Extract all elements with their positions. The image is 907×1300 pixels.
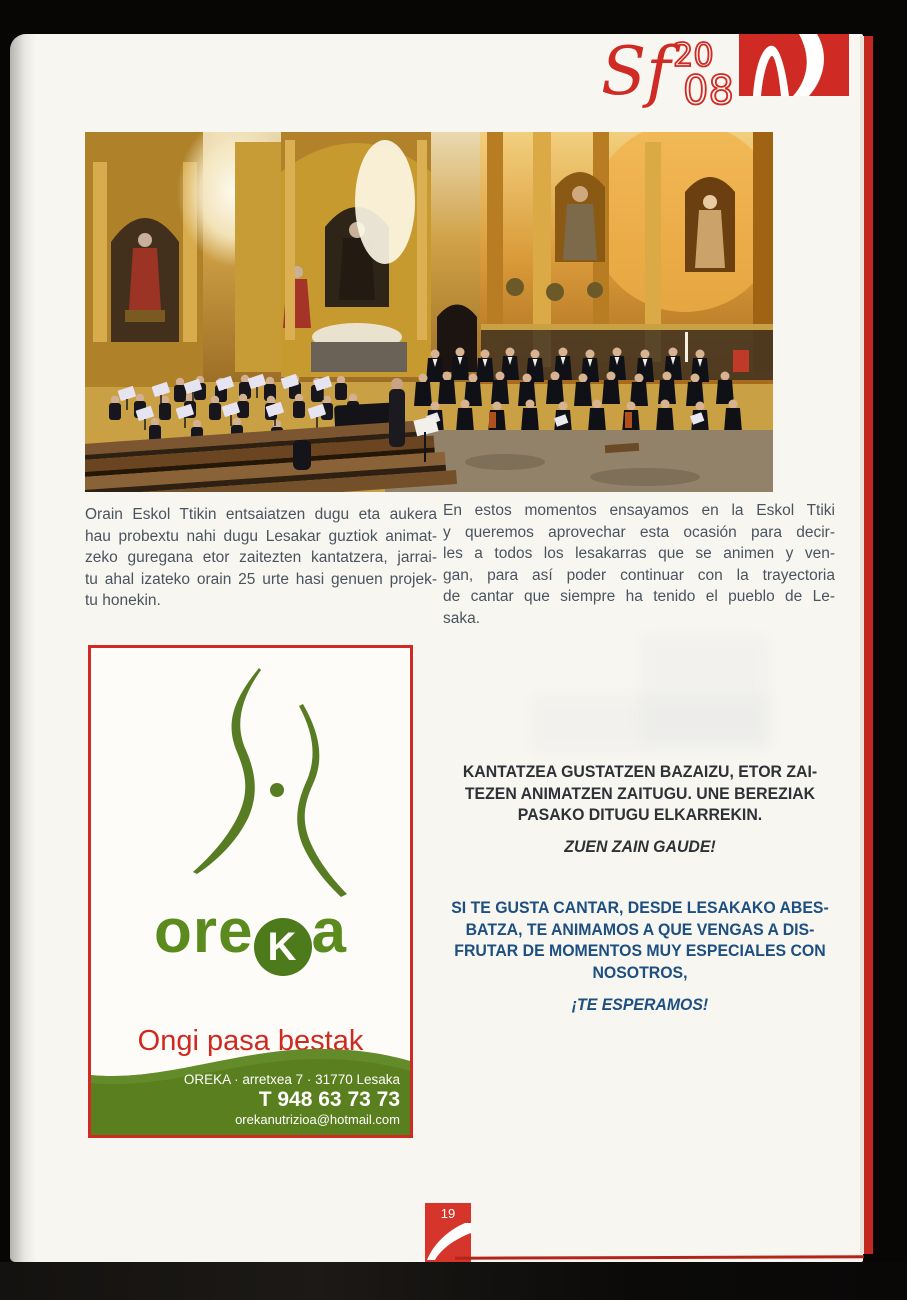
text-line: KANTATZEA GUSTATZEN BAZAIZU, ETOR ZAI-: [462, 763, 818, 781]
text-line: gan, para así poder continuar con la trayectoria: [443, 566, 835, 584]
text-line: zeko guregana etor zaitezten kantatzera, jarrai-: [85, 549, 437, 567]
page-number: 19: [440, 1206, 456, 1221]
svg-text:20: 20: [673, 36, 714, 74]
fiesta-logo-graphic: [603, 28, 851, 114]
oreka-address: OREKA · arretxea 7 · 31770 Lesaka: [183, 1072, 400, 1087]
brand-text: ore: [154, 897, 254, 966]
print-bleed-artifact: [530, 694, 770, 754]
logo-mark-icon: [739, 34, 849, 96]
page-curl-shadow: [10, 34, 36, 1262]
text-line: En estos momentos ensayamos en la Eskol Ttiki: [443, 502, 835, 519]
oreka-ad: [88, 645, 413, 1138]
text-line: PASAKO DITUGU ELKARREKIN.: [517, 806, 763, 824]
logo-script-text: Sf: [603, 33, 671, 110]
text-line: tu honekin.: [85, 592, 161, 610]
brand-text: a: [311, 897, 347, 966]
page-sheet: [10, 34, 863, 1262]
text-line: y queremos aprovechar esta ocasión para decir-: [443, 523, 835, 541]
oreka-slogan: Ongi pasa bestak: [137, 1025, 364, 1057]
callout-basque-tagline: ZUEN ZAIN GAUDE!: [564, 838, 716, 856]
svg-text:08: 08: [683, 68, 734, 114]
text-line: SI TE GUSTA CANTAR, DESDE LESAKAKO ABES-: [451, 899, 829, 917]
next-page-red-edge: [864, 36, 873, 1254]
text-line: TEZEN ANIMATZEN ZAITUGU. UNE BEREZIAK: [464, 784, 816, 803]
church-concert-photo: [85, 132, 773, 492]
fiesta-2008-logo: [603, 28, 851, 119]
scanner-background: [0, 1262, 907, 1300]
oreka-brand: [91, 897, 410, 976]
oreka-email: orekanutrizioa@hotmail.com: [235, 1112, 400, 1127]
oreka-contact: [184, 1071, 400, 1127]
callout-spanish-tagline: ¡TE ESPERAMOS!: [571, 996, 709, 1014]
article-text-basque: [85, 504, 437, 612]
page-number-tab: [425, 1203, 471, 1262]
text-line: de cantar que siempre ha tenido el pueblo de Le-: [443, 588, 835, 606]
text-line: FRUTAR DE MOMENTOS MUY ESPECIALES CON: [454, 942, 826, 960]
oreka-body-silhouette-icon: [141, 666, 361, 911]
text-line: BATZA, TE ANIMAMOS A QUE VENGAS A DIS-: [465, 920, 815, 939]
text-line: les a todos los lesakarras que se animen y ven-: [443, 545, 835, 563]
callout-basque: [441, 762, 838, 827]
article-text-spanish: [443, 500, 835, 630]
text-line: Orain Eskol Ttikin entsaiatzen dugu eta aukera: [85, 506, 437, 523]
oreka-phone: T 948 63 73 73: [258, 1088, 400, 1111]
text-line: NOSOTROS,: [592, 963, 688, 982]
text-line: saka.: [443, 609, 481, 627]
callout-spanish: [441, 898, 838, 984]
logo-year-digits: [673, 36, 734, 114]
brand-k-circle: K: [254, 918, 312, 976]
text-line: hau probextu nahi dugu Lesakar guztiok animat-: [85, 527, 437, 545]
text-line: tu ahal izateko orain 25 urte hasi genuen projek-: [85, 570, 437, 588]
